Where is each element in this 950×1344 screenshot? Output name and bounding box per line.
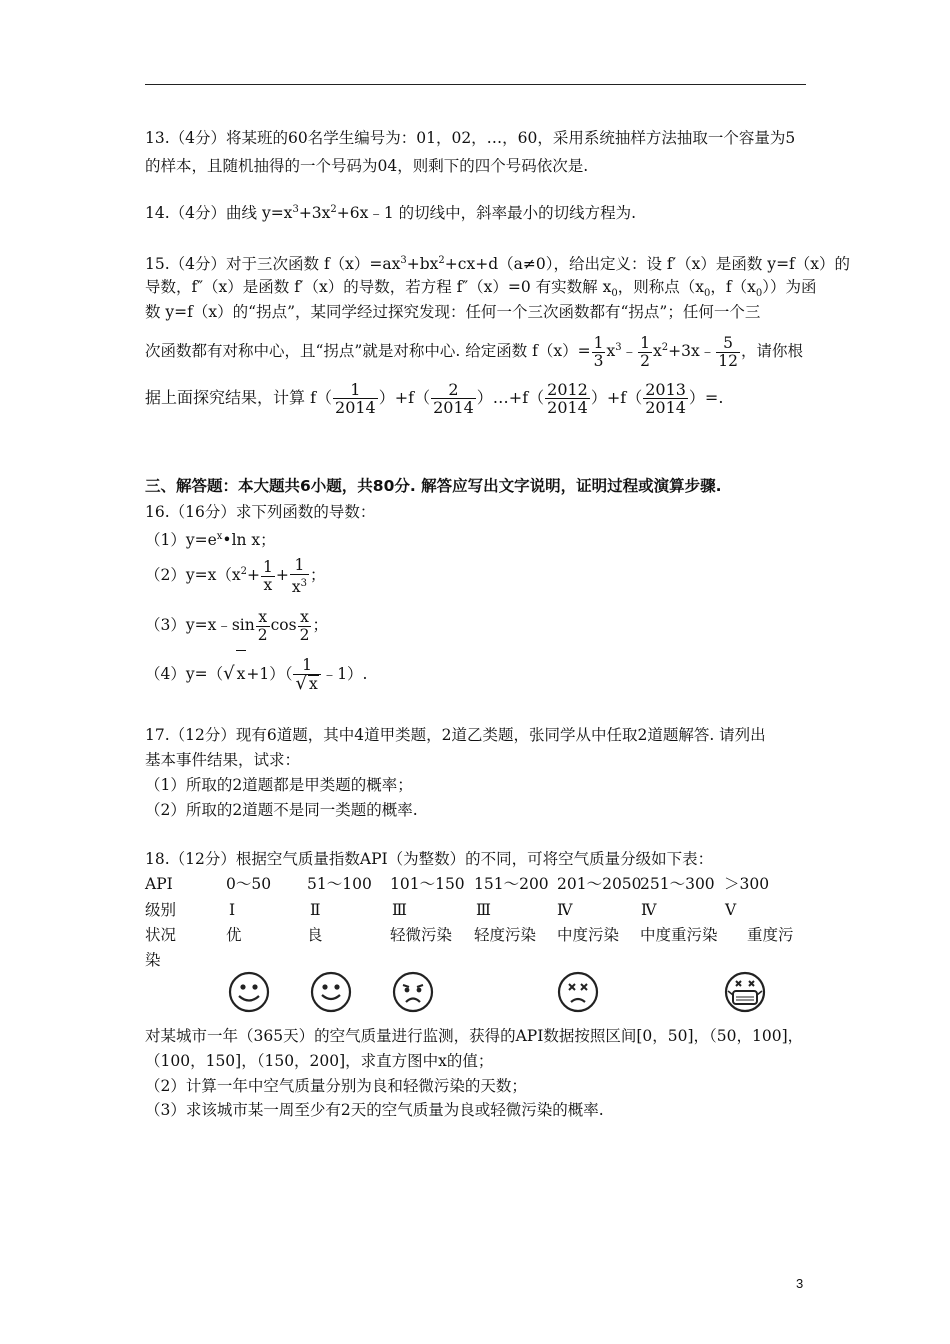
table-cell: Ⅲ — [476, 901, 491, 919]
q16-part3: （3）y=x﹣sin $\frac{x}{2}$ cos $\frac{x}{2}$ ； — [145, 607, 328, 644]
table-cell: 中度污染 — [557, 926, 620, 944]
q16-part4: （4）y=（√ x+1）（ $\frac{1}{√ x}$ ﹣1）. — [145, 650, 367, 697]
q18-line1: 18.（12分）根据空气质量指数API（为整数）的不同，可将空气质量分级如下表： — [145, 850, 714, 868]
table-cell-wrap: 染 — [145, 951, 161, 969]
table-cell: Ⅰ — [229, 901, 236, 919]
q15-line3: 数 y=f（x）的“拐点”，某同学经过探究发现：任何一个三次函数都有“拐点”；任何一个三 — [145, 303, 761, 321]
fraction-x-over-2: $\frac{x}{2}$ — [257, 607, 268, 644]
table-cell: 状况 — [145, 926, 177, 944]
q15-line2: 导数，f″（x）是函数 f′（x）的导数，若方程 f″（x）=0 有实数解 $x_0$，则称点（$x_0$，$f(x_0)$）为函 — [145, 278, 817, 300]
q15-line5: 据上面探究结果，计算 f（ $\frac{1}{2014}$ ）+f（ $\frac{2}{2014}$ ）…+f（ $\frac{2012}{2014}$ ）+f（ $\frac{2013}{2014}$ ）=. — [145, 380, 724, 417]
table-cell: API — [145, 875, 173, 893]
fraction-one-third: $\frac{1}{3}$ — [593, 333, 604, 370]
table-cell: 优 — [226, 926, 242, 944]
fraction-2-over-2014: $\frac{2}{2014}$ — [433, 380, 474, 417]
smile-face-icon — [228, 971, 270, 1013]
header-rule — [145, 84, 806, 85]
q18-line2: 对某城市一年（365天）的空气质量进行监测，获得的API数据按照区间[0，50]，（50，100]， — [145, 1027, 804, 1045]
table-cell: ＞300 — [724, 875, 770, 893]
fraction-one-half: $\frac{1}{2}$ — [640, 333, 650, 370]
fraction-1-over-x: $\frac{1}{x}$ — [262, 557, 273, 594]
table-cell: 201～2050 — [557, 875, 642, 893]
table-cell: 151～200 — [474, 875, 549, 893]
fraction-1-over-2014: $\frac{1}{2014}$ — [335, 380, 376, 417]
section3-heading: 三、解答题：本大题共6小题，共80分. 解答应写出文字说明，证明过程或演算步骤. — [145, 477, 722, 495]
table-cell: 0～50 — [226, 875, 272, 893]
table-cell: 101～150 — [390, 875, 465, 893]
q17-line2: 基本事件结果，试求： — [145, 751, 301, 769]
q18-line4: （2）计算一年中空气质量分别为良和轻微污染的天数； — [145, 1077, 527, 1095]
table-cell: 良 — [307, 926, 323, 944]
masked-face-icon — [724, 971, 766, 1013]
table-cell: 轻微污染 — [390, 926, 453, 944]
radical-icon: √ — [295, 673, 307, 694]
q17-line1: 17.（12分）现有6道题，其中4道甲类题，2道乙类题，张同学从中任取2道题解答. 请列出 — [145, 726, 766, 744]
fraction-2013-over-2014: $\frac{2013}{2014}$ — [645, 380, 686, 417]
table-cell: 重度污 — [747, 926, 794, 944]
table-cell: 251～300 — [640, 875, 715, 893]
table-cell: Ⅳ — [557, 901, 573, 919]
table-cell: 51～100 — [307, 875, 372, 893]
fraction-x-over-2: $\frac{x}{2}$ — [299, 607, 310, 644]
radical-icon: √ — [223, 663, 235, 684]
q16-part1: $(1)y=e^x•\ln$ x； — [145, 531, 276, 550]
q17-line4: （2）所取的2道题不是同一类题的概率. — [145, 801, 418, 819]
table-cell: Ⅱ — [310, 901, 321, 919]
q13-line2: 的样本，且随机抽得的一个号码为04，则剩下的四个号码依次是. — [145, 157, 589, 175]
fraction-2012-over-2014: $\frac{2012}{2014}$ — [547, 380, 588, 417]
q15-line1: 15.（4分）对于三次函数 $f(x)=ax^3+bx^2+cx+d(a\ne 0)$，给出定义：设 f′（x）是函数 y=f（x）的 — [145, 255, 851, 274]
table-cell: 中度重污染 — [640, 926, 718, 944]
q13-line1: 13.（4分）将某班的60名学生编号为：01，02，…，60，采用系统抽样方法抽取一个容量为5 — [145, 129, 796, 147]
table-cell: 级别 — [145, 901, 177, 919]
frown-face-icon — [392, 971, 434, 1013]
q16-title: 16.（16分）求下列函数的导数： — [145, 503, 376, 521]
fraction-1-over-x-cubed: $\frac{1}{x^3}$ — [291, 555, 307, 596]
q14-line: 14.（4分）曲线 $y=x^3+3x^2+6x﹣1$ 的切线中，斜率最小的切线方程为. — [145, 204, 637, 223]
page-number: 3 — [796, 1276, 804, 1291]
fraction-five-twelfths: $\frac{5}{12}$ — [718, 333, 738, 370]
dizzy-face-icon — [557, 971, 599, 1013]
q17-line3: （1）所取的2道题都是甲类题的概率； — [145, 776, 413, 794]
fraction-1-over-sqrt-x: $\frac{1}{√ x}$ — [293, 657, 320, 693]
table-cell: Ⅳ — [641, 901, 657, 919]
smile-face-icon — [310, 971, 352, 1013]
q18-line3: （100，150]，（150，200]，求直方图中x的值； — [145, 1052, 494, 1070]
table-cell: 轻度污染 — [474, 926, 537, 944]
table-cell: Ⅴ — [725, 901, 737, 919]
q16-part2: $(2)y=x(x^2+$ $\frac{1}{x}$ + $\frac{1}{x^3}$ ； — [145, 555, 326, 596]
table-cell: Ⅲ — [392, 901, 407, 919]
q15-line4: 次函数都有对称中心，且“拐点”就是对称中心. 给定函数 f（x）= $\frac{1}{3}$ $x^3﹣$ $\frac{1}{2}$ $x^2+3x﹣$ $\frac{5}{12}$ ，请你根 — [145, 333, 803, 370]
q18-line5: （3）求该城市某一周至少有2天的空气质量为良或轻微污染的概率. — [145, 1101, 604, 1119]
